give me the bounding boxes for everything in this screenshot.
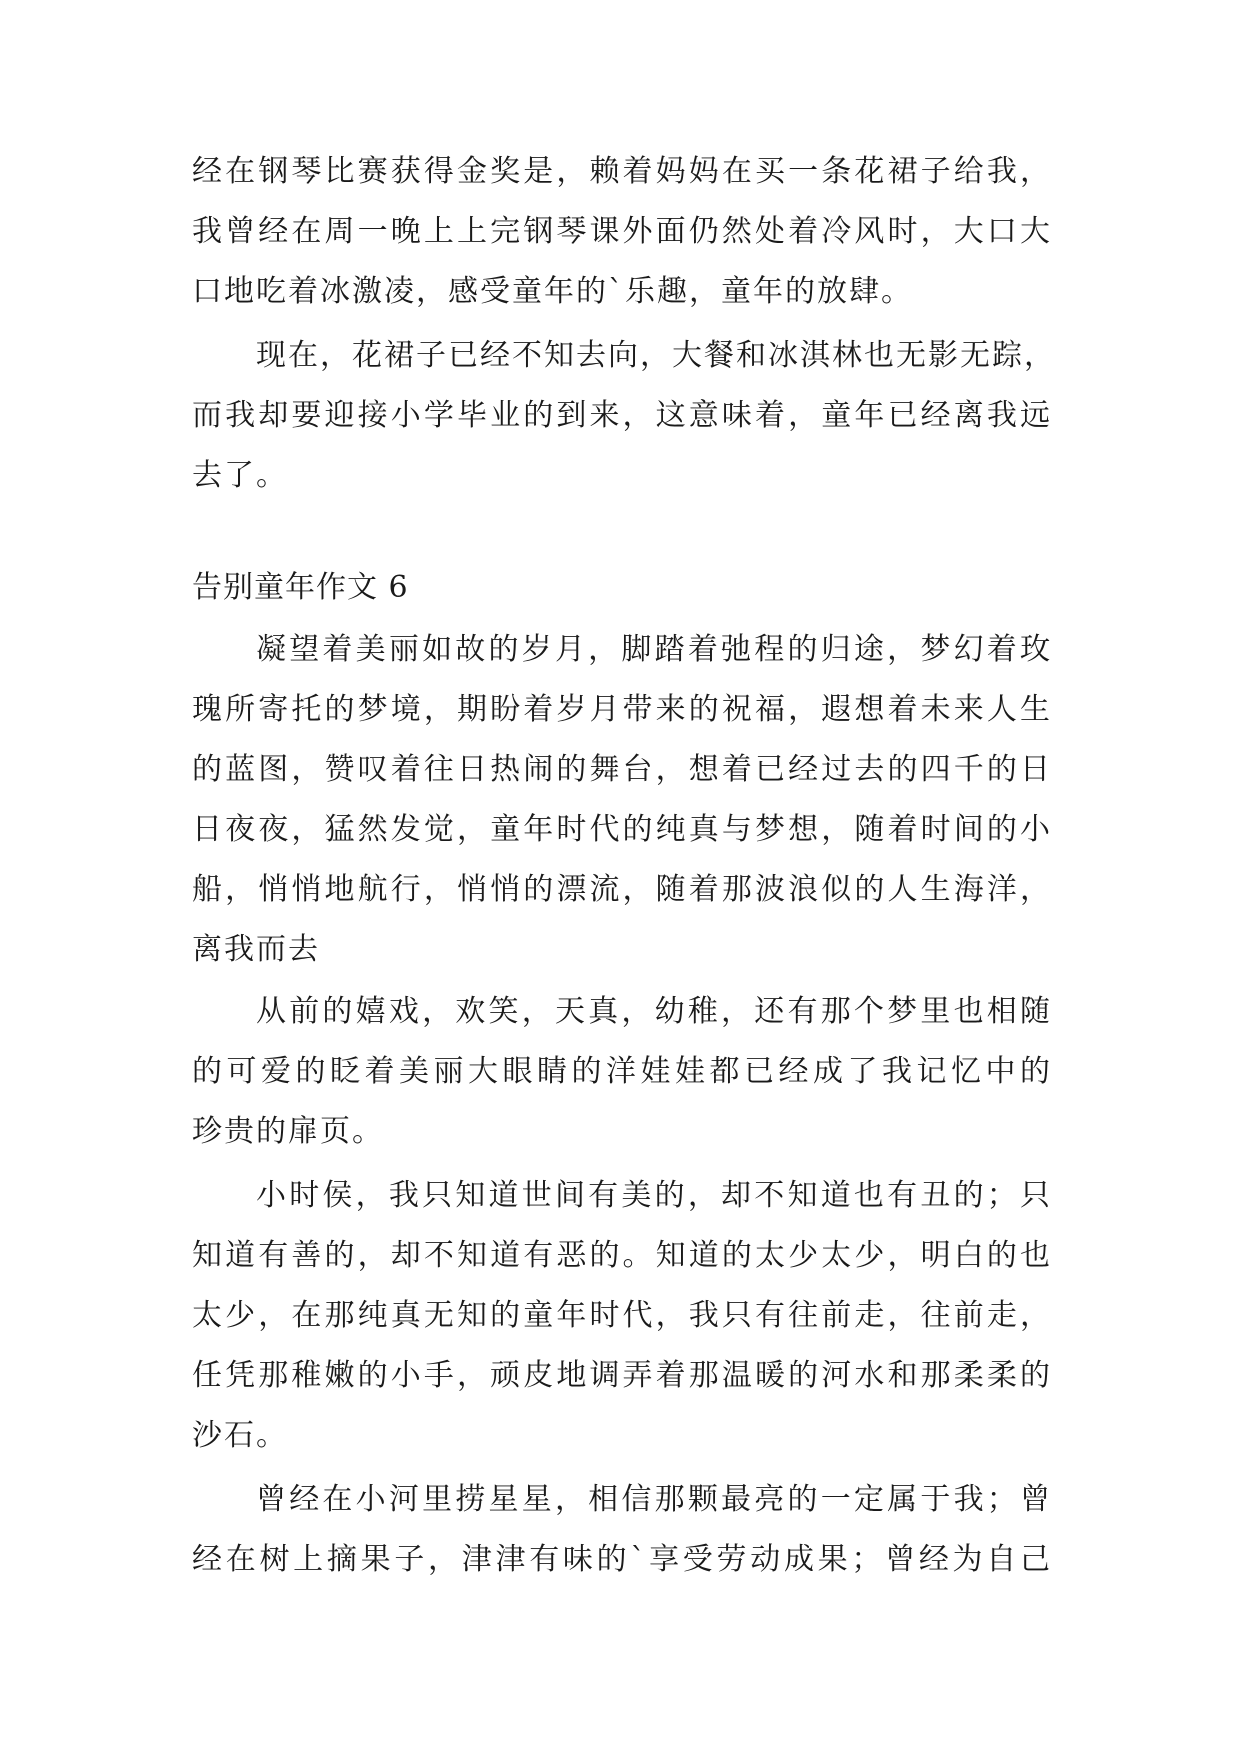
- text-line: 珍贵的扉页。: [192, 1114, 384, 1149]
- text-line: 知道有善的，却不知道有恶的。知道的太少太少，明白的也: [192, 1238, 1052, 1273]
- paragraph-first-line: 曾经在小河里捞星星，相信那颗最亮的一定属于我；曾: [256, 1482, 1052, 1517]
- text-line: 而我却要迎接小学毕业的到来，这意味着，童年已经离我远: [192, 398, 1052, 433]
- text-line: 的可爱的眨着美丽大眼睛的洋娃娃都已经成了我记忆中的: [192, 1054, 1052, 1089]
- text-line: 太少，在那纯真无知的童年时代，我只有往前走，往前走，: [192, 1298, 1052, 1333]
- text-line: 经在钢琴比赛获得金奖是，赖着妈妈在买一条花裙子给我，: [192, 154, 1052, 189]
- paragraph-first-line: 从前的嬉戏，欢笑，天真，幼稚，还有那个梦里也相随: [256, 994, 1052, 1029]
- paragraph-first-line: 小时侯，我只知道世间有美的，却不知道也有丑的；只: [256, 1178, 1052, 1213]
- text-line: 我曾经在周一晚上上完钢琴课外面仍然处着冷风时，大口大: [192, 214, 1052, 249]
- paragraph-first-line: 现在，花裙子已经不知去向，大餐和冰淇林也无影无踪，: [256, 338, 1056, 373]
- text-line: 离我而去: [192, 932, 320, 967]
- text-line: 经在树上摘果子，津津有味的`享受劳动成果；曾经为自己: [192, 1542, 1052, 1577]
- text-line: 任凭那稚嫩的小手，顽皮地调弄着那温暖的河水和那柔柔的: [192, 1358, 1052, 1393]
- paragraph-first-line: 凝望着美丽如故的岁月，脚踏着弛程的归途，梦幻着玫: [256, 632, 1052, 667]
- text-line: 沙石。: [192, 1418, 288, 1453]
- text-line: 船，悄悄地航行，悄悄的漂流，随着那波浪似的人生海洋，: [192, 872, 1052, 907]
- text-line: 的蓝图，赞叹着往日热闹的舞台，想着已经过去的四千的日: [192, 752, 1052, 787]
- text-line: 去了。: [192, 458, 288, 493]
- text-line: 口地吃着冰激凌，感受童年的`乐趣，童年的放肆。: [192, 274, 913, 309]
- text-line: 瑰所寄托的梦境，期盼着岁月带来的祝福，遐想着未来人生: [192, 692, 1052, 727]
- text-line: 日夜夜，猛然发觉，童年时代的纯真与梦想，随着时间的小: [192, 812, 1052, 847]
- section-heading: 告别童年作文 6: [192, 570, 409, 605]
